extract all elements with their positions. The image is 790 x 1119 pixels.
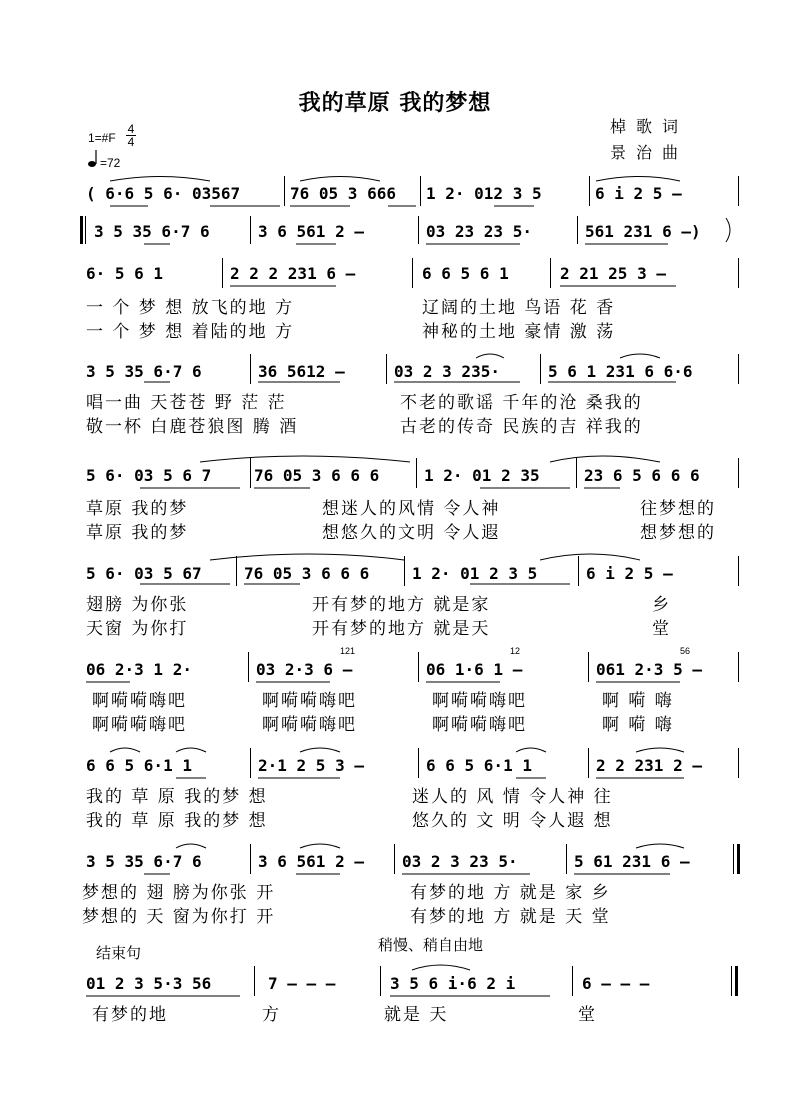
slur-mark [636, 748, 684, 752]
system-6-lyrics-verse-1c: 乡 [652, 595, 671, 615]
system-5-lyrics-verse-1c: 往梦想的 [640, 499, 716, 519]
system-3-notes-measure-1: 6· 5 6 1 [86, 264, 164, 283]
slur-mark [210, 554, 404, 560]
intro-notes-measure-1: ( 6·6 5 6· 03567 [86, 184, 241, 203]
system-9-notes-measure-4: 5 61 231 6 – [574, 852, 690, 871]
ending-notes-measure-4: 6 – – – [582, 974, 650, 993]
slur-mark [636, 844, 684, 848]
system-9-notes-measure-1: 3 5 35 6·7 6 [86, 852, 202, 871]
slur-mark [412, 965, 470, 970]
system-8-notes-measure-2: 2·1 2 5 3 – [258, 756, 364, 775]
slur-mark [300, 177, 380, 182]
system-9-lyrics-verse-1b: 有梦的地 方 就是 家 乡 [410, 883, 611, 903]
ending-lyrics-d: 堂 [578, 1005, 597, 1025]
slur-mark [176, 748, 206, 752]
system-8-notes-measure-4: 2 2 231 2 – [596, 756, 702, 775]
system-4-lyrics-verse-2b: 古老的传奇 民族的吉 祥我的 [400, 417, 643, 437]
system-9-lyrics-verse-2b: 有梦的地 方 就是 天 堂 [410, 907, 611, 927]
lyricist-credit: 棹歌词 [610, 117, 689, 136]
system-9-notes-measure-2: 3 6 561 2 – [258, 852, 364, 871]
system-6-lyrics-verse-2a: 天窗 为你打 [86, 619, 189, 639]
slur-mark [110, 748, 140, 752]
system-9-lyrics-verse-1a: 梦想的 翅 膀为你张 开 [82, 883, 276, 903]
system-3-notes-measure-2: 2 2 2 231 6 – [230, 264, 356, 283]
system-7-lyrics-verse-1d: 啊 嗬 嗨 [602, 691, 674, 711]
grace-notes: 12 [510, 646, 521, 656]
system-5-notes-measure-4: 23 6 5 6 6 6 [584, 466, 700, 485]
system-6-notes-measure-3: 1 2· 01 2 3 5 [412, 564, 538, 583]
system-7-notes-measure-3: 06 1·6 1 – [426, 660, 523, 679]
system-7-notes-measure-2: 03 2·3 6 – [256, 660, 353, 679]
slur-mark [516, 748, 546, 752]
system-2-notes-measure-2: 3 6 561 2 – [258, 222, 364, 241]
system-7-lyrics-verse-2c: 啊嗬嗬嗨吧 [432, 715, 527, 735]
system-7-lyrics-verse-1a: 啊嗬嗬嗨吧 [92, 691, 187, 711]
tempo-hint: 稍慢、稍自由地 [378, 936, 484, 954]
system-4-notes-measure-2: 36 5612 – [258, 362, 345, 381]
system-4-notes-measure-4: 5 6 1 231 6 6·6 [548, 362, 693, 381]
system-3-lyrics-verse-2a: 一 个 梦 想 着陆的地 方 [86, 322, 295, 342]
ending-lyrics-c: 就是 天 [384, 1005, 449, 1025]
system-9-notes-measure-3: 03 2 3 23 5· [402, 852, 518, 871]
system-9-lyrics-verse-2a: 梦想的 天 窗为你打 开 [82, 907, 276, 927]
system-3-lyrics-verse-2b: 神秘的土地 豪情 激 荡 [422, 322, 616, 342]
system-6-notes-measure-1: 5 6· 03 5 67 [86, 564, 202, 583]
time-signature-bottom: 4 [127, 135, 135, 149]
system-5-notes-measure-2: 76 05 3 6 6 6 [254, 466, 380, 485]
system-8-notes-measure-1: 6 6 5 6·1 1 [86, 756, 192, 775]
system-7-lyrics-verse-2a: 啊嗬嗬嗨吧 [92, 715, 187, 735]
intro-notes-measure-4: 6 i 2 5 – [595, 184, 682, 203]
system-2-notes-measure-3: 03 23 23 5· [426, 222, 532, 241]
intro-notes-measure-3: 1 2· 012 3 5 [426, 184, 542, 203]
system-5-notes-measure-3: 1 2· 01 2 35 [424, 466, 540, 485]
slur-mark [300, 844, 340, 848]
slur-mark [540, 554, 640, 560]
system-2-notes-measure-4: 561 231 6 –) [585, 222, 701, 241]
system-8-notes-measure-3: 6 6 5 6·1 1 [426, 756, 532, 775]
composer-credit: 景治曲 [610, 143, 689, 162]
system-4-lyrics-verse-1b: 不老的歌谣 千年的沧 桑我的 [400, 393, 643, 413]
song-title: 我的草原 我的梦想 [298, 90, 492, 116]
system-6-notes-measure-2: 76 05 3 6 6 6 [244, 564, 370, 583]
system-4-notes-measure-3: 03 2 3 235· [394, 362, 500, 381]
intro-notes-measure-2: 76 05 3 666 [290, 184, 396, 203]
system-5-notes-measure-1: 5 6· 03 5 6 7 [86, 466, 212, 485]
system-5-lyrics-verse-1b: 想迷人的风情 令人神 [322, 499, 501, 519]
slur-mark [550, 456, 660, 462]
system-6-notes-measure-4: 6 i 2 5 – [586, 564, 673, 583]
slur-mark [596, 177, 680, 182]
system-3-notes-measure-4: 2 21 25 3 – [560, 264, 666, 283]
system-8-lyrics-verse-2a: 我的 草 原 我的梦 想 [86, 811, 268, 831]
ending-lyrics-b: 方 [262, 1005, 281, 1025]
ending-notes-measure-3: 3 5 6 i·6 2 i [390, 974, 516, 993]
system-5-lyrics-verse-2b: 想悠久的文明 令人遐 [322, 523, 501, 543]
system-4-notes-measure-1: 3 5 35 6·7 6 [86, 362, 202, 381]
key-signature: 1=#F [88, 131, 116, 145]
system-6-lyrics-verse-2b: 开有梦的地方 就是天 [312, 619, 491, 639]
slur-mark [200, 456, 410, 462]
ending-label: 结束句 [96, 944, 142, 962]
slur-mark [300, 748, 340, 752]
system-7-notes-measure-1: 06 2·3 1 2· [86, 660, 192, 679]
ending-notes-measure-1: 01 2 3 5·3 56 [86, 974, 212, 993]
slur-mark [176, 844, 206, 848]
slur-mark [620, 354, 660, 358]
system-3-lyrics-verse-1b: 辽阔的土地 鸟语 花 香 [422, 298, 616, 318]
system-6-lyrics-verse-2c: 堂 [652, 619, 671, 639]
system-3-notes-measure-3: 6 6 5 6 1 [422, 264, 509, 283]
system-5-lyrics-verse-2c: 想梦想的 [640, 523, 716, 543]
system-2-notes-measure-1: 3 5 35 6·7 6 [94, 222, 210, 241]
system-8-lyrics-verse-1a: 我的 草 原 我的梦 想 [86, 787, 268, 807]
system-6-lyrics-verse-1a: 翅膀 为你张 [86, 595, 189, 615]
slur-mark [726, 218, 730, 242]
tempo-marking: =72 [100, 156, 121, 170]
ending-lyrics-a: 有梦的地 [92, 1005, 168, 1025]
system-7-notes-measure-4: 061 2·3 5 – [596, 660, 702, 679]
grace-notes: 56 [680, 646, 691, 656]
grace-notes: 121 [340, 646, 356, 656]
system-8-lyrics-verse-1b: 迷人的 风 情 令人神 往 [412, 787, 613, 807]
slur-mark [476, 354, 504, 358]
ending-notes-measure-2: 7 – – – [268, 974, 336, 993]
time-signature-top: 4 [127, 122, 135, 136]
system-8-lyrics-verse-2b: 悠久的 文 明 令人遐 想 [412, 811, 613, 831]
system-4-lyrics-verse-2a: 敬一杯 白鹿苍狼图 腾 酒 [86, 417, 299, 437]
system-3-lyrics-verse-1a: 一 个 梦 想 放飞的地 方 [86, 298, 295, 318]
system-5-lyrics-verse-1a: 草原 我的梦 [86, 499, 189, 519]
system-7-lyrics-verse-1b: 啊嗬嗬嗨吧 [262, 691, 357, 711]
system-5-lyrics-verse-2a: 草原 我的梦 [86, 523, 189, 543]
system-4-lyrics-verse-1a: 唱一曲 天苍苍 野 茫 茫 [86, 393, 287, 413]
system-7-lyrics-verse-1c: 啊嗬嗬嗨吧 [432, 691, 527, 711]
slur-mark [110, 177, 210, 182]
system-7-lyrics-verse-2d: 啊 嗬 嗨 [602, 715, 674, 735]
system-6-lyrics-verse-1b: 开有梦的地方 就是家 [312, 595, 491, 615]
system-7-lyrics-verse-2b: 啊嗬嗬嗨吧 [262, 715, 357, 735]
